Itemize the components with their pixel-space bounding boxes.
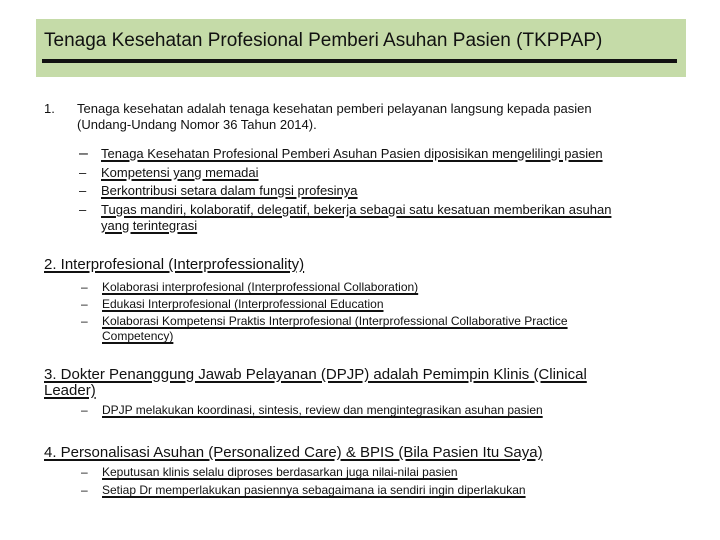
point-4-heading: 4. Personalisasi Asuhan (Personalized Care) & BPIS (Bila Pasien Itu Saya) (44, 444, 543, 461)
point-1-number: 1. (44, 101, 55, 116)
bullet-dash: – (81, 280, 88, 294)
point-3-bullet-1: DPJP melakukan koordinasi, sintesis, review dan mengintegrasikan asuhan pasien (102, 403, 543, 417)
point-1-bullet-4-cont: yang terintegrasi (101, 218, 198, 233)
point-2-bullet-3: Kolaborasi Kompetensi Praktis Interprofesional (Interprofessional Collaborative Practice (102, 314, 568, 328)
bullet-dash: – (81, 403, 88, 417)
point-2-bullet-2: Edukasi Interprofesional (Interprofessional Education (102, 297, 384, 311)
point-1-bullet-2: Kompetensi yang memadai (101, 165, 259, 180)
point-3-heading-line1: 3. Dokter Penanggung Jawab Pelayanan (DPJP) adalah Pemimpin Klinis (Clinical (44, 366, 587, 383)
bullet-dash: – (81, 465, 88, 479)
bullet-dash: – (81, 314, 88, 328)
point-1-text-line1: Tenaga kesehatan adalah tenaga kesehatan pemberi pelayanan langsung kepada pasien (77, 101, 592, 116)
point-2-heading: 2. Interprofesional (Interprofessionality) (44, 256, 305, 273)
point-1-text-line2: (Undang-Undang Nomor 36 Tahun 2014). (77, 117, 317, 132)
bullet-dash: – (79, 165, 87, 180)
point-1-bullet-4: Tugas mandiri, kolaboratif, delegatif, bekerja sebagai satu kesatuan memberikan asuhan (101, 202, 612, 217)
point-4-bullet-2: Setiap Dr memperlakukan pasiennya sebagaimana ia sendiri ingin diperlakukan (102, 483, 526, 497)
point-4-bullet-1: Keputusan klinis selalu diproses berdasarkan juga nilai-nilai pasien (102, 465, 458, 479)
point-1-bullet-1: Tenaga Kesehatan Profesional Pemberi Asuhan Pasien diposisikan mengelilingi pasien (101, 146, 603, 161)
bullet-dash: – (81, 483, 88, 497)
bullet-dash: – (79, 145, 88, 162)
point-2-bullet-1: Kolaborasi interprofesional (Interprofessional Collaboration) (102, 280, 419, 294)
bullet-dash: – (79, 183, 87, 198)
point-3-heading-line2: Leader) (44, 382, 96, 399)
title-divider (42, 59, 677, 63)
slide-title: Tenaga Kesehatan Profesional Pemberi Asuhan Pasien (TKPPAP) (44, 30, 603, 51)
point-1-bullet-3: Berkontribusi setara dalam fungsi profesinya (101, 183, 358, 198)
bullet-dash: – (81, 297, 88, 311)
point-2-bullet-3-cont: Competency) (102, 329, 174, 343)
bullet-dash: – (79, 202, 87, 217)
